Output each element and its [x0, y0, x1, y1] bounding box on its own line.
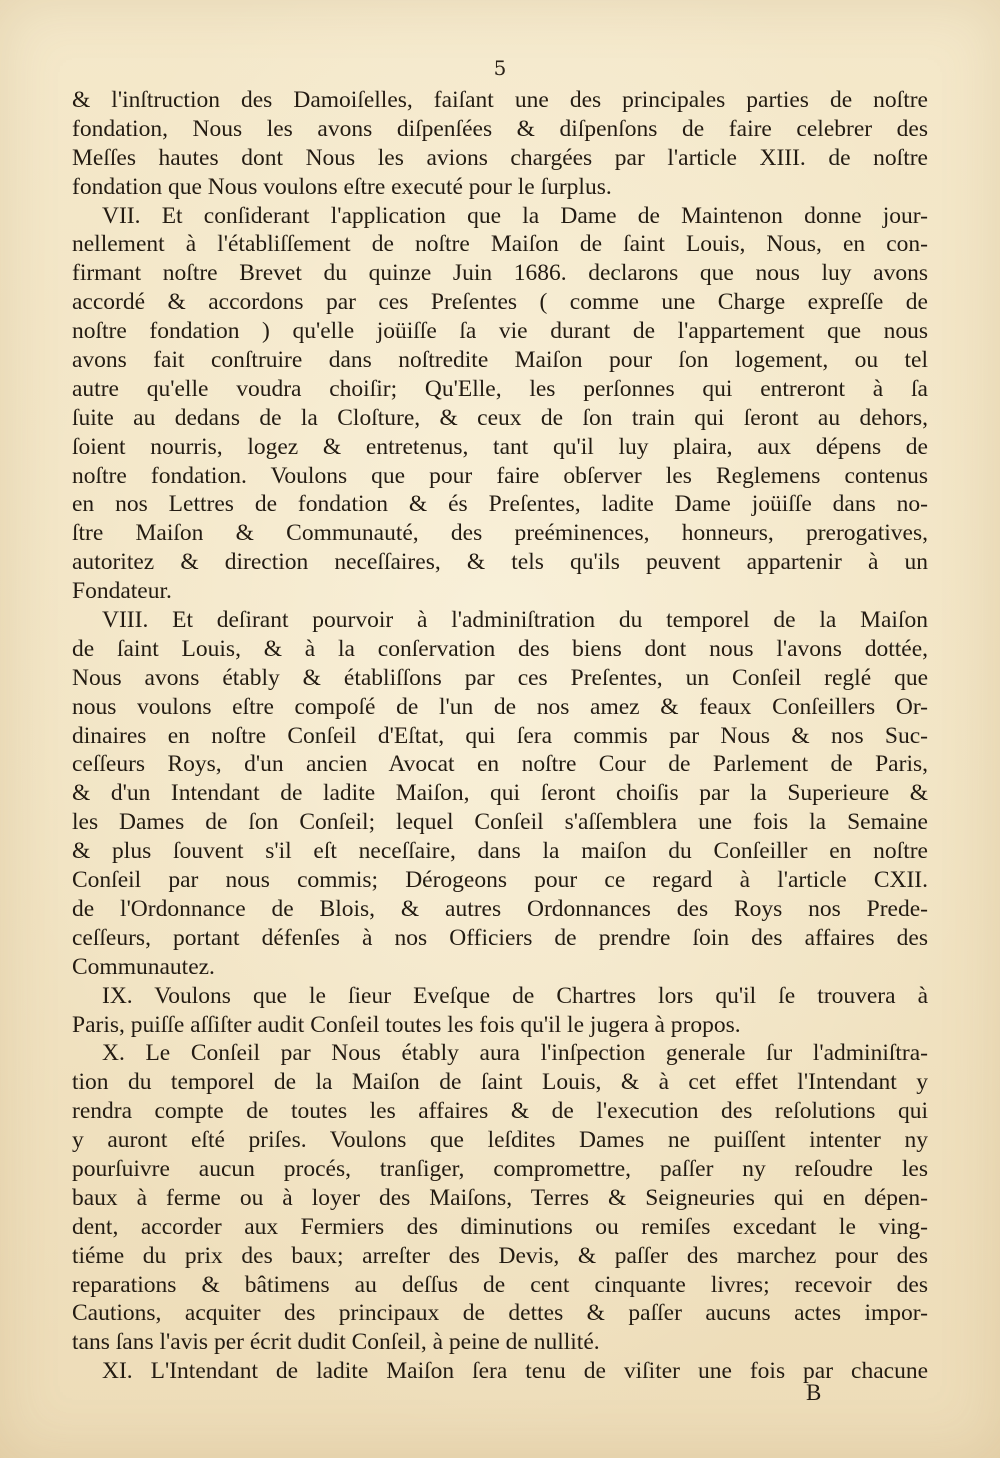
text-line: avons fait conſtruire dans noſtredite Maiſon pour ſon logement, ou tel	[72, 347, 928, 374]
text-line: Conſeil par nous commis; Dérogeons pour ce regard à l'article CXII.	[72, 867, 928, 894]
text-line: noſtre fondation ) qu'elle joüiſſe ſa vie durant de l'appartement que nous	[72, 318, 928, 345]
text-line: firmant noſtre Brevet du quinze Juin 1686. declarons que nous luy avons	[72, 260, 928, 287]
text-line: Fondateur.	[72, 578, 172, 605]
text-line: VIII. Et deſirant pourvoir à l'adminiſtration du temporel de la Maiſon	[102, 607, 928, 634]
body-text	[72, 86, 928, 1386]
text-line: & l'inſtruction des Damoiſelles, faiſant une des principales parties de noſtre	[72, 87, 928, 113]
page-number: 5	[493, 56, 507, 80]
text-line: X. Le Conſeil par Nous étably aura l'inſpection generale ſur l'adminiſtra-	[102, 1040, 928, 1067]
text-line: nous voulons eſtre compoſé de l'un de nos amez & feaux Conſeillers Or-	[72, 693, 928, 720]
text-line: les Dames de ſon Conſeil; lequel Conſeil s'aſſemblera une fois la Semaine	[72, 809, 928, 836]
text-line: ſuite au dedans de la Cloſture, & ceux de ſon train qui ſeront au dehors,	[72, 404, 928, 431]
text-line: ſtre Maiſon & Communauté, des preéminences, honneurs, prerogatives,	[72, 520, 928, 547]
text-line: IX. Voulons que le ſieur Eveſque de Chartres lors qu'il ſe trouvera à	[102, 982, 928, 1009]
text-line: ceſſeurs, portant défenſes à nos Officiers de prendre ſoin des affaires des	[72, 924, 928, 951]
text-line: tiéme du prix des baux; arreſter des Devis, & paſſer des marchez pour des	[72, 1242, 928, 1269]
text-line: nellement à l'établiſſement de noſtre Maiſon de ſaint Louis, Nous, en con-	[72, 231, 928, 258]
signature-mark: B	[806, 1380, 822, 1405]
text-line: y auront eſté priſes. Voulons que leſdites Dames ne puiſſent intenter ny	[72, 1127, 928, 1154]
text-line: reparations & bâtimens au deſſus de cent cinquante livres; recevoir des	[72, 1271, 928, 1298]
text-line: Paris, puiſſe aſſiſter audit Conſeil toutes les fois qu'il le jugera à propos.	[72, 1011, 741, 1038]
text-line: ceſſeurs Roys, d'un ancien Avocat en noſtre Cour de Parlement de Paris,	[72, 751, 928, 778]
text-line: autoritez & direction neceſſaires, & tels qu'ils peuvent appartenir à un	[72, 549, 928, 576]
text-line: dinaires en noſtre Conſeil d'Eſtat, qui ſera commis par Nous & nos Suc-	[72, 722, 928, 749]
text-line: en nos Lettres de fondation & és Preſentes, ladite Dame joüiſſe dans no-	[72, 491, 928, 518]
text-line: Cautions, acquiter des principaux de dettes & paſſer aucuns actes impor-	[72, 1300, 928, 1327]
text-line: rendra compte de toutes les affaires & de l'execution des reſolutions qui	[72, 1098, 928, 1125]
text-line: tion du temporel de la Maiſon de ſaint Louis, & à cet effet l'Intendant y	[72, 1069, 928, 1096]
text-line: de ſaint Louis, & à la conſervation des biens dont nous l'avons dottée,	[72, 635, 928, 662]
text-line: & d'un Intendant de ladite Maiſon, qui ſeront choiſis par la Superieure &	[72, 780, 928, 807]
text-line: Nous avons étably & établiſſons par ces Preſentes, un Conſeil reglé que	[72, 664, 928, 691]
text-line: ſoient nourris, logez & entretenus, tant qu'il luy plaira, aux dépens de	[72, 433, 928, 460]
text-line: VII. Et conſiderant l'application que la Dame de Maintenon donne jour-	[102, 202, 928, 229]
text-line: de l'Ordonnance de Blois, & autres Ordonnances des Roys nos Prede-	[72, 895, 928, 922]
text-line: tans ſans l'avis per écrit dudit Conſeil, à peine de nullité.	[72, 1329, 600, 1356]
text-line: dent, accorder aux Fermiers des diminutions ou remiſes excedant le ving-	[72, 1213, 928, 1240]
text-line: accordé & accordons par ces Preſentes ( comme une Charge expreſſe de	[72, 289, 928, 316]
text-line: noſtre fondation. Voulons que pour faire obſerver les Reglemens contenus	[72, 462, 928, 489]
text-line: baux à ferme ou à loyer des Maiſons, Terres & Seigneuries qui en dépen-	[72, 1184, 928, 1211]
text-line: fondation que Nous voulons eſtre executé pour le ſurplus.	[72, 173, 612, 200]
text-line: Communautez.	[72, 953, 215, 980]
text-line: autre qu'elle voudra choiſir; Qu'Elle, les perſonnes qui entreront à ſa	[72, 375, 928, 402]
text-line: Meſſes hautes dont Nous les avions chargées par l'article XIII. de noſtre	[72, 144, 928, 171]
text-line: pourſuivre aucun procés, tranſiger, compromettre, paſſer ny reſoudre les	[72, 1155, 928, 1182]
text-line: fondation, Nous les avons diſpenſées & diſpenſons de faire celebrer des	[72, 115, 928, 142]
text-line: XI. L'Intendant de ladite Maiſon ſera tenu de viſiter une fois par chacune	[102, 1358, 928, 1385]
text-line: & plus ſouvent s'il eſt neceſſaire, dans la maiſon du Conſeiller en noſtre	[72, 838, 928, 865]
